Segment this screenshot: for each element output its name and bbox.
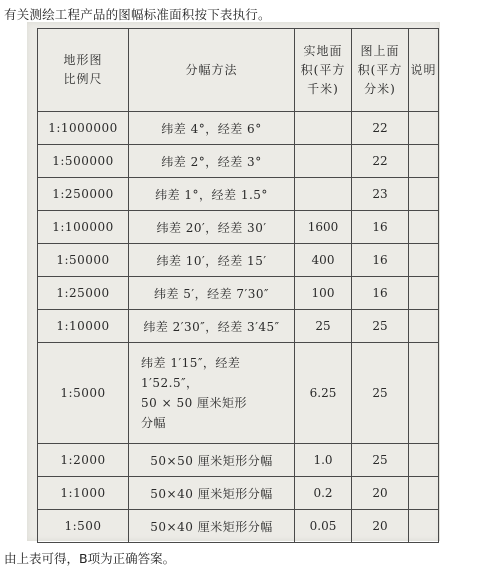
cell-real-area: 1.0 [295,444,352,477]
table-row [38,211,439,244]
cell-scale: 1:1000000 [38,112,129,145]
cell-method: 纬差 2°，经差 3° [129,145,295,178]
header-scale: 地形图 比例尺 [38,29,129,112]
cell-map-area: 20 [352,477,409,510]
cell-real-area: 25 [295,310,352,343]
cell-real-area: 100 [295,277,352,310]
table-row [38,310,439,343]
cell-map-area: 25 [352,343,409,444]
table-row [38,477,439,510]
table-row [38,244,439,277]
cell-note [409,211,439,244]
cell-method: 纬差 4°，经差 6° [129,112,295,145]
cell-map-area: 16 [352,277,409,310]
cell-note [409,477,439,510]
cell-real-area [295,178,352,211]
header-note: 说明 [409,29,439,112]
cell-method: 50×40 厘米矩形分幅 [129,510,295,543]
cell-method: 纬差 1°，经差 1.5° [129,178,295,211]
cell-map-area: 16 [352,244,409,277]
cell-note [409,244,439,277]
cell-method: 50×50 厘米矩形分幅 [129,444,295,477]
table-header-row [38,29,439,112]
cell-map-area: 20 [352,510,409,543]
cell-real-area: 6.25 [295,343,352,444]
cell-method: 纬差 5′，经差 7′30″ [129,277,295,310]
cell-scale: 1:5000 [38,343,129,444]
cell-real-area: 0.2 [295,477,352,510]
intro-text: 有关测绘工程产品的图幅标准面积按下表执行。 [4,7,271,22]
cell-scale: 1:25000 [38,277,129,310]
table-row [38,343,439,444]
cell-scale: 1:500 [38,510,129,543]
cell-real-area [295,145,352,178]
cell-real-area: 1600 [295,211,352,244]
cell-scale: 1:100000 [38,211,129,244]
cell-map-area: 16 [352,211,409,244]
table-row [38,444,439,477]
cell-scale: 1:10000 [38,310,129,343]
cell-real-area: 0.05 [295,510,352,543]
cell-method: 50×40 厘米矩形分幅 [129,477,295,510]
cell-map-area: 25 [352,310,409,343]
cell-map-area: 22 [352,112,409,145]
cell-method: 纬差 2′30″，经差 3′45″ [129,310,295,343]
cell-note [409,310,439,343]
cell-scale: 1:2000 [38,444,129,477]
cell-real-area [295,112,352,145]
cell-note [409,112,439,145]
cell-real-area: 400 [295,244,352,277]
table-row [38,178,439,211]
cell-note [409,510,439,543]
cell-note [409,277,439,310]
cell-method: 纬差 20′，经差 30′ [129,211,295,244]
conclusion-text: 由上表可得，B项为正确答案。 [4,551,176,566]
cell-method: 纬差 1′15″，经差 1′52.5″， 50 × 50 厘米矩形 分幅 [129,343,295,444]
cell-method: 纬差 10′，经差 15′ [129,244,295,277]
cell-map-area: 23 [352,178,409,211]
table-row [38,277,439,310]
scanned-table-image [27,22,440,541]
cell-note [409,343,439,444]
cell-note [409,178,439,211]
cell-scale: 1:1000 [38,477,129,510]
table-row [38,510,439,543]
cell-note [409,145,439,178]
map-sheet-area-table [37,28,439,543]
cell-note [409,444,439,477]
cell-scale: 1:50000 [38,244,129,277]
header-real-area: 实地面 积(平方 千米) [295,29,352,112]
cell-map-area: 22 [352,145,409,178]
cell-scale: 1:500000 [38,145,129,178]
cell-map-area: 25 [352,444,409,477]
header-map-area: 图上面 积(平方 分米) [352,29,409,112]
cell-scale: 1:250000 [38,178,129,211]
header-method: 分幅方法 [129,29,295,112]
table-row [38,145,439,178]
table-row [38,112,439,145]
